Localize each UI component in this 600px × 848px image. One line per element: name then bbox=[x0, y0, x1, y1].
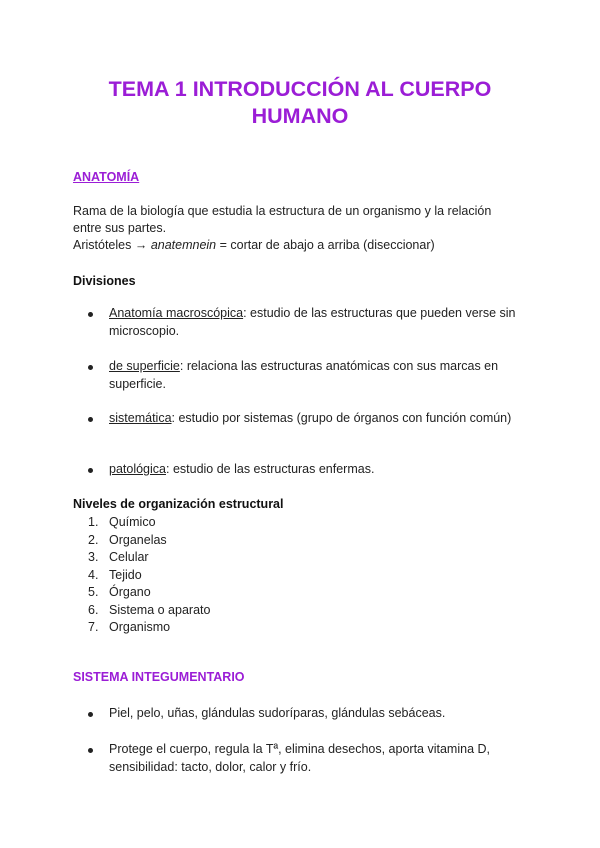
list-item-label: Órgano bbox=[109, 585, 151, 599]
list-number: 5. bbox=[88, 585, 99, 599]
list-item-text: Protege el cuerpo, regula la Tª, elimina desechos, aporta vitamina D, sensibilidad: tacto, dolor, calor y frío. bbox=[109, 742, 490, 774]
etymology-term: anatemnein bbox=[150, 238, 217, 252]
definition-line-1: Rama de la biología que estudia la estructura de un organismo y la relación bbox=[73, 204, 492, 218]
bullet-dot bbox=[88, 748, 93, 753]
list-item bbox=[88, 741, 528, 776]
list-item bbox=[88, 705, 528, 723]
bullet-dot bbox=[88, 468, 93, 473]
list-item bbox=[88, 358, 528, 393]
list-item-label: Tejido bbox=[109, 567, 142, 582]
page-title bbox=[74, 76, 526, 130]
etymology-suffix: = cortar de abajo a arriba (diseccionar) bbox=[216, 238, 435, 252]
divisiones-heading: Divisiones bbox=[73, 274, 136, 288]
bullet-dot bbox=[88, 417, 93, 422]
list-item bbox=[88, 410, 528, 428]
list-item-text bbox=[109, 461, 519, 479]
list-item-label: Químico bbox=[109, 515, 156, 529]
list-item-description: : estudio de las estructuras enfermas. bbox=[166, 462, 375, 476]
list-number: 7. bbox=[88, 620, 99, 634]
anatomia-definition bbox=[73, 203, 523, 254]
list-item-term: patológica bbox=[109, 462, 166, 476]
list-item-label: Celular bbox=[109, 550, 149, 564]
list-item-term: Anatomía macroscópica bbox=[109, 306, 244, 320]
list-item-description: : estudio de las estructuras que pueden verse sin microscopio. bbox=[109, 306, 516, 338]
title-line-1: TEMA 1 INTRODUCCIÓN AL CUERPO bbox=[108, 77, 492, 101]
niveles-heading: Niveles de organización estructural bbox=[73, 497, 284, 511]
list-number: 1. bbox=[88, 515, 99, 529]
list-item-text bbox=[109, 305, 519, 340]
bullet-dot bbox=[88, 312, 93, 317]
list-item-text: Piel, pelo, uñas, glándulas sudoríparas, glándulas sebáceas. bbox=[109, 706, 446, 720]
etymology-line bbox=[73, 237, 523, 254]
list-item-description: : relaciona las estructuras anatómicas con sus marcas en superficie. bbox=[109, 359, 499, 391]
list-number: 4. bbox=[88, 567, 99, 582]
bullet-dot bbox=[88, 365, 93, 370]
list-number: 2. bbox=[88, 532, 99, 547]
list-item bbox=[88, 461, 528, 479]
list-item-text bbox=[109, 358, 519, 393]
list-item-term: de superficie bbox=[109, 359, 180, 373]
list-item-label: Organismo bbox=[109, 620, 171, 634]
title-line-2: HUMANO bbox=[251, 104, 349, 128]
section-heading-integumentario: SISTEMA INTEGUMENTARIO bbox=[73, 670, 245, 684]
list-item-description: : estudio por sistemas (grupo de órganos con función común) bbox=[171, 411, 512, 425]
list-item bbox=[88, 305, 528, 340]
section-heading-anatomia: ANATOMÍA bbox=[73, 170, 140, 184]
list-number: 3. bbox=[88, 550, 99, 564]
list-item-text bbox=[109, 410, 519, 428]
bullet-dot bbox=[88, 712, 93, 717]
list-item-label: Organelas bbox=[109, 532, 167, 547]
list-item-label: Sistema o aparato bbox=[109, 602, 211, 617]
list-number: 6. bbox=[88, 602, 99, 617]
definition-line-2: entre sus partes. bbox=[73, 221, 167, 235]
list-item-term: sistemática bbox=[109, 411, 172, 425]
etymology-prefix: Aristóteles → bbox=[73, 238, 151, 252]
